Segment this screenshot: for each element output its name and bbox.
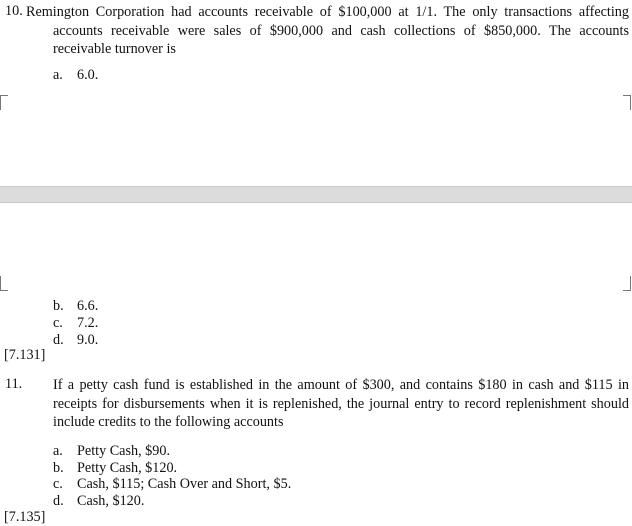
question-11-text (27, 376, 629, 432)
question-10-text (26, 3, 629, 59)
option-letter: b. (53, 460, 64, 476)
option-text: 7.2. (77, 315, 99, 331)
question-10-number: 10. (5, 3, 23, 19)
option-text: 6.0. (77, 67, 99, 83)
question-10-option-c (53, 315, 98, 332)
question-11-reference: [7.135] (4, 509, 46, 525)
question-10-option-d (53, 332, 98, 349)
option-text: Petty Cash, $120. (77, 460, 178, 476)
option-text: Cash, $115; Cash Over and Short, $5. (77, 476, 292, 492)
option-letter: a. (53, 67, 63, 83)
question-11-option-d (53, 493, 144, 510)
option-text: 9.0. (77, 332, 99, 348)
option-letter: b. (53, 298, 64, 314)
page-corner-mark (623, 95, 631, 110)
page-corner-mark (0, 95, 8, 110)
question-11-number: 11. (5, 376, 23, 392)
option-text: 6.6. (77, 298, 99, 314)
page-break-separator (0, 186, 632, 203)
question-11-option-b (53, 460, 177, 477)
option-text: Cash, $120. (77, 493, 145, 509)
question-11-option-c (53, 476, 291, 493)
question-10-option-b (53, 298, 98, 315)
page-corner-mark (0, 276, 8, 291)
question-10-option-a (53, 67, 98, 84)
page-corner-mark (623, 276, 631, 291)
option-letter: d. (53, 332, 64, 348)
option-letter: c. (53, 476, 63, 492)
option-letter: d. (53, 493, 64, 509)
question-11-stem: If a petty cash fund is established in the amount of $300, and contains $180 in cash and $115 in receipts for disbursements when it is replenished, the journal entry to record replenishment should include credits to the following accounts (53, 377, 629, 430)
question-11-option-a (53, 443, 170, 460)
option-letter: a. (53, 443, 63, 459)
question-10-reference: [7.131] (4, 347, 46, 363)
question-10-stem: Remington Corporation had accounts receivable of $100,000 at 1/1. The only transactions affecting accounts receivable were sales of $900,000 and cash collections of $850,000. The accounts receivable turnover is (26, 4, 629, 57)
option-letter: c. (53, 315, 63, 331)
option-text: Petty Cash, $90. (77, 443, 171, 459)
